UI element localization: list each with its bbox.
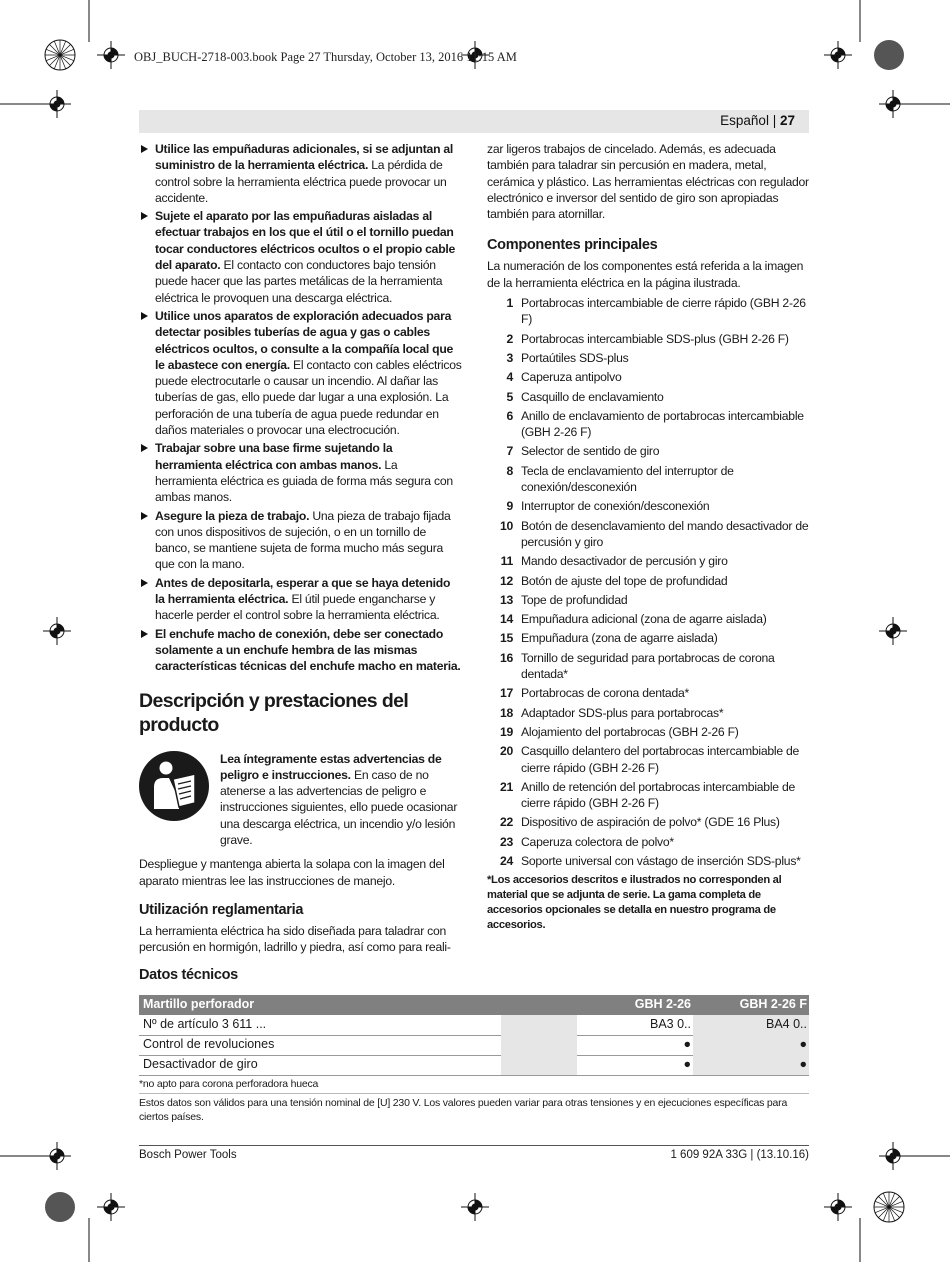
bullet-bold: Antes de depositarla, esperar a que se haya detenido la herramienta eléctrica. — [155, 575, 451, 607]
component-item — [487, 724, 810, 740]
component-item — [487, 295, 810, 328]
component-item — [487, 853, 810, 869]
table-row — [139, 1035, 809, 1055]
component-number: 23 — [499, 834, 513, 849]
component-item — [487, 611, 810, 627]
component-number: 16 — [499, 650, 513, 665]
fold-instruction: Despliegue y mantenga abierta la solapa con la imagen del aparato mientras lee las instrucciones de manejo. — [139, 857, 445, 888]
component-label: Anillo de retención del portabrocas intercambiable de cierre rápido (GBH 2-26 F) — [521, 779, 796, 811]
warning-body: En caso de no atenerse a las advertencias de peligro e instrucciones siguientes, ello puede ocasionar una descarga eléctrica, un incendio y/o lesión grave. — [220, 767, 458, 847]
print-slug: OBJ_BUCH-2718-003.book Page 27 Thursday, October 13, 2016 11:15 AM — [134, 50, 517, 64]
safety-bullet — [139, 308, 462, 438]
component-number: 18 — [499, 705, 513, 720]
header-page-number: 27 — [779, 113, 795, 128]
component-number: 11 — [500, 554, 513, 569]
component-label: Casquillo de enclavamiento — [521, 389, 664, 404]
component-label: Empuñadura (zona de agarre aislada) — [521, 631, 718, 646]
component-label: Alojamiento del portabrocas (GBH 2-26 F) — [521, 724, 739, 739]
component-number: 15 — [499, 631, 513, 646]
component-item — [487, 630, 810, 646]
header-model-1: GBH 2-26 — [634, 997, 691, 1011]
component-number: 22 — [499, 815, 513, 830]
component-number: 17 — [499, 686, 513, 701]
section-title: Descripción y prestaciones del producto — [139, 689, 409, 736]
component-label: Botón de desenclavamiento del mando desactivador de percusión y giro — [521, 518, 809, 549]
component-label: Selector de sentido de giro — [521, 444, 660, 459]
component-item — [487, 389, 810, 405]
row-label-suffix: 3 611 ... — [218, 1017, 267, 1031]
component-item — [487, 592, 810, 608]
row-value-model-2: BA4 0.. — [766, 1017, 807, 1031]
component-number: 14 — [499, 612, 513, 627]
component-number: 24 — [499, 853, 513, 868]
component-item — [487, 705, 810, 721]
components-intro: La numeración de los componentes está referida a la imagen de la herramienta eléctrica en la página ilustrada. — [487, 259, 804, 290]
component-list — [487, 295, 810, 869]
footer-rule — [139, 1145, 809, 1146]
component-number: 2 — [506, 331, 513, 346]
header-text: Español | 27 — [720, 113, 795, 128]
component-label: Portabrocas de corona dentada* — [521, 686, 689, 701]
component-item — [487, 650, 810, 683]
component-label: Portaútiles SDS-plus — [521, 350, 629, 365]
component-item — [487, 443, 810, 459]
right-column — [487, 141, 810, 933]
bullet-bold: Asegure la pieza de trabajo. — [155, 508, 310, 523]
warning-text — [220, 751, 462, 849]
component-number: 10 — [499, 518, 513, 533]
bullet-bold: Sujete el aparato por las empuñaduras aisladas al efectuar trabajos en los que el útil o el tornillo puedan tocar conductores eléctricos ocultos o el propio cable del aparato. — [155, 209, 456, 273]
component-item — [487, 498, 810, 514]
component-label: Empuñadura adicional (zona de agarre aislada) — [521, 612, 767, 627]
components-title: Componentes principales — [487, 237, 658, 254]
component-item — [487, 573, 810, 589]
component-label: Dispositivo de aspiración de polvo* (GDE 16 Plus) — [521, 815, 780, 830]
component-item — [487, 463, 810, 496]
component-number: 12 — [499, 573, 513, 588]
safety-bullet — [139, 141, 462, 206]
component-label: Tecla de enclavamiento del interruptor de conexión/desconexión — [521, 463, 734, 495]
row-value-model-1: ● — [683, 1057, 691, 1071]
left-column — [139, 141, 462, 955]
component-label: Interruptor de conexión/desconexión — [521, 499, 710, 514]
footer-doc-id: 1 609 92A 33G | (13.10.16) — [670, 1149, 809, 1161]
component-label: Caperuza antipolvo — [521, 370, 622, 385]
row-value-model-1: ● — [683, 1037, 691, 1051]
component-item — [487, 369, 810, 385]
bullet-text: El contacto con conductores bajo tensión puede hacer que las partes metálicas de la herramienta eléctrica le provoquen una descarga eléctrica. — [155, 258, 443, 305]
component-item — [487, 834, 810, 850]
warning-block — [139, 751, 462, 849]
component-label: Caperuza colectora de polvo* — [521, 834, 674, 849]
page-header — [139, 110, 809, 133]
component-item — [487, 350, 810, 366]
row-label: Desactivador de giro — [143, 1057, 258, 1071]
header-product-type: Martillo perforador — [143, 997, 255, 1011]
component-item — [487, 518, 810, 551]
safety-bullet — [139, 440, 462, 505]
table-header-row — [139, 995, 809, 1015]
components-footnote: *Los accesorios descritos e ilustrados no corresponden al material que se adjunta de serie. La gama completa de accesorios opcionales se detalla en nuestro programa de accesorios. — [487, 874, 782, 932]
row-value-model-2: ● — [799, 1037, 807, 1051]
header-model-2: GBH 2-26 F — [739, 997, 807, 1011]
bullet-text: El contacto con cables eléctricos puede electrocutarle o causar un incendio. Al dañar las tuberías de gas, ello puede dar lugar a una explosión. La perforación de una tubería de agua puede redundar en daños materiales o provocar una electrocución. — [155, 357, 462, 438]
component-number: 13 — [499, 592, 513, 607]
component-number: 20 — [499, 744, 513, 759]
bullet-text: El útil puede engancharse y hacerle perder el control sobre la herramienta eléctrica. — [155, 592, 440, 623]
row-value-model-1: BA3 0.. — [650, 1017, 691, 1031]
bullet-bold: Utilice unos aparatos de exploración adecuados para detectar posibles tuberías de agua y gas o cables eléctricos ocultos, o consulte a la compañía local que le abastece con energía. — [155, 308, 454, 372]
table-row — [139, 1015, 809, 1035]
intended-use-text-end: zar ligeros trabajos de cincelado. Además, es adecuada también para taladrar sin percusión en madera, metal, cerámica y plástico. Las herramientas eléctricas con regulador electrónico e inversor del sentido de giro son apropiadas también para atornillar. — [487, 142, 809, 222]
bullet-text: La pérdida de control sobre la herramienta eléctrica puede provocar un accidente. — [155, 158, 447, 205]
row-label: Control de revoluciones — [143, 1037, 275, 1051]
component-item — [487, 779, 810, 812]
component-number: 1 — [506, 296, 513, 311]
safety-bullet — [139, 626, 462, 675]
component-item — [487, 553, 810, 569]
safety-bullet — [139, 508, 462, 573]
header-language: Español — [720, 113, 769, 128]
row-value-model-2: ● — [799, 1057, 807, 1071]
bullet-bold: El enchufe macho de conexión, debe ser conectado solamente a un enchufe hembra de las mismas características técnicas del enchufe macho en materia. — [155, 626, 461, 674]
component-number: 3 — [506, 350, 513, 365]
component-label: Soporte universal con vástago de inserción SDS-plus* — [521, 853, 801, 868]
component-label: Casquillo delantero del portabrocas intercambiable de cierre rápido (GBH 2-26 F) — [521, 744, 800, 775]
component-label: Portabrocas intercambiable SDS-plus (GBH 2-26 F) — [521, 331, 789, 346]
component-label: Tornillo de seguridad para portabrocas de corona dentada* — [521, 650, 775, 682]
component-number: 8 — [506, 463, 513, 478]
intended-use-title: Utilización reglamentaria — [139, 901, 304, 918]
table-row — [139, 1055, 809, 1075]
footer-brand: Bosch Power Tools — [139, 1149, 237, 1161]
component-number: 7 — [506, 444, 513, 459]
component-item — [487, 408, 810, 441]
component-label: Botón de ajuste del tope de profundidad — [521, 573, 728, 588]
read-manual-icon — [139, 751, 209, 821]
component-item — [487, 685, 810, 701]
table-note-hollow-core: *no apto para corona perforadora hueca — [139, 1078, 319, 1090]
component-label: Anillo de enclavamiento de portabrocas intercambiable (GBH 2-26 F) — [521, 408, 804, 440]
component-label: Tope de profundidad — [521, 592, 628, 607]
component-item — [487, 814, 810, 830]
bullet-bold: Trabajar sobre una base firme sujetando la herramienta eléctrica con ambas manos. — [155, 441, 393, 472]
component-number: 9 — [506, 499, 513, 514]
component-label: Adaptador SDS-plus para portabrocas* — [521, 705, 724, 720]
bullet-text: Una pieza de trabajo fijada con unos dispositivos de sujeción, o en un tornillo de banco, se mantiene sujeta de forma mucho más segura que con la mano. — [155, 508, 451, 572]
row-label: Nº de artículo — [143, 1017, 219, 1031]
component-number: 4 — [506, 370, 513, 385]
bullet-bold: Utilice las empuñaduras adicionales, si se adjuntan al suministro de la herramienta eléctrica. — [155, 142, 454, 173]
warning-bold: Lea íntegramente estas advertencias de peligro e instrucciones. — [220, 751, 442, 782]
component-label: Portabrocas intercambiable de cierre rápido (GBH 2-26 F) — [521, 296, 806, 327]
component-number: 6 — [506, 408, 513, 423]
component-number: 19 — [499, 724, 513, 739]
component-item — [487, 331, 810, 347]
component-number: 5 — [506, 389, 513, 404]
safety-bullet-list — [139, 141, 462, 675]
safety-bullet — [139, 575, 462, 624]
component-label: Mando desactivador de percusión y giro — [521, 554, 728, 569]
tech-data-title: Datos técnicos — [139, 967, 238, 983]
bullet-text: La herramienta eléctrica es guiada de forma más segura con ambas manos. — [155, 457, 453, 505]
intended-use-text-start: La herramienta eléctrica ha sido diseñada para taladrar con percusión en hormigón, ladrillo y piedra, así como para reali- — [139, 923, 451, 955]
safety-bullet — [139, 208, 462, 306]
tech-data-table — [139, 995, 809, 1075]
component-item — [487, 743, 810, 776]
table-note-voltage: Estos datos son válidos para una tensión nominal de [U] 230 V. Los valores pueden variar para otras tensiones y en ejecuciones específicas para ciertos países. — [139, 1097, 788, 1123]
component-number: 21 — [499, 779, 513, 794]
